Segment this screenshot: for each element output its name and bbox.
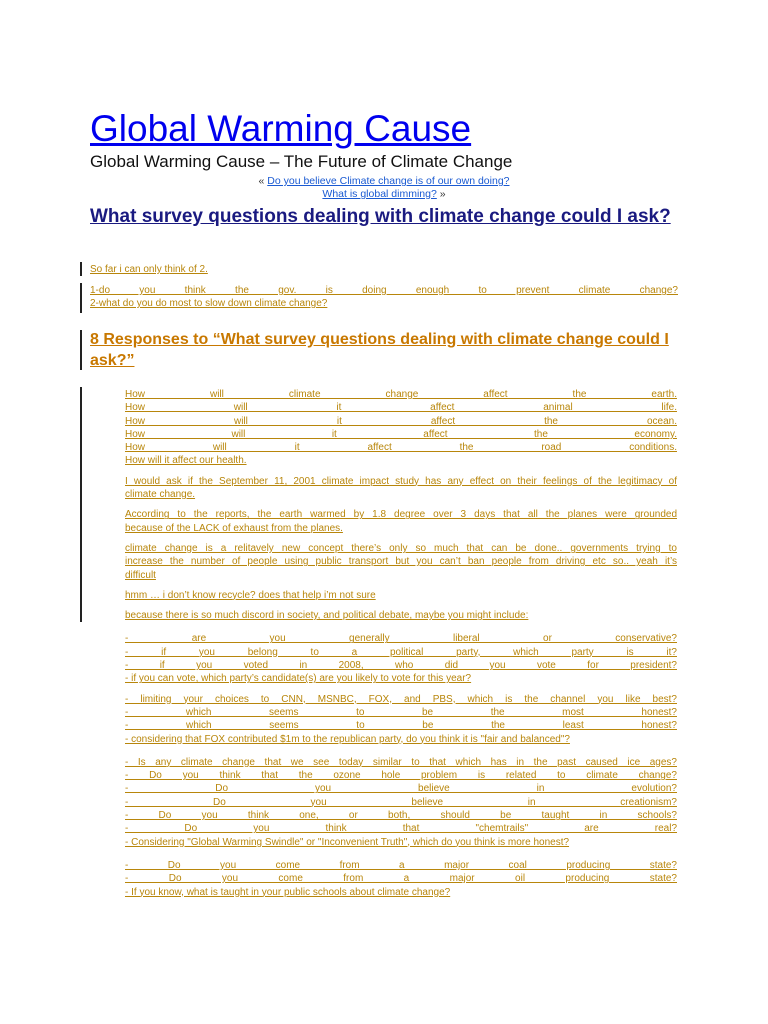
comment <box>125 589 677 602</box>
comment <box>125 475 677 502</box>
comment-line: hmm … i don’t know recycle? does that help i’m not sure <box>125 589 376 601</box>
post-body <box>90 263 678 310</box>
next-post-link[interactable]: What is global dimming? <box>322 188 437 200</box>
quote-bar <box>80 330 82 370</box>
comment-line: How will climate change affect the earth. <box>125 389 677 400</box>
comment-line: - Is any climate change that we see today similar to that which has in the past caused ice ages? <box>125 756 677 768</box>
comment <box>125 388 677 468</box>
site-title[interactable]: Global Warming Cause <box>90 108 472 149</box>
responses-heading[interactable]: 8 Responses to “What survey questions dealing with climate change could I ask?” <box>90 331 669 369</box>
comment-line: - Do you think that the ozone hole problem is related to climate change? <box>125 770 677 782</box>
comment-line: - Do you come from a major oil producing state? <box>125 873 677 885</box>
post-question: 1-do you think the gov. is doing enough to prevent climate change? <box>90 285 678 296</box>
post-intro: So far i can only think of 2. <box>90 264 208 275</box>
site-tagline: Global Warming Cause – The Future of Climate Change <box>90 152 513 171</box>
comment-line: - if you voted in 2008, who did you vote for president? <box>125 660 677 672</box>
comment-line: How will it affect the ocean. <box>125 415 677 427</box>
comment-line: - Do you come from a major coal producing state? <box>125 859 677 871</box>
comment-line: - which seems to be the least honest? <box>125 720 677 732</box>
comment-line: - Do you believe in evolution? <box>125 783 677 795</box>
comment-line: increase the number of people using public transport but you can’t ban people from driving etc so.. yeah it’s <box>125 556 677 568</box>
post-title[interactable]: What survey questions dealing with climate change could I ask? <box>90 206 671 227</box>
comment-list <box>125 388 677 899</box>
comment-line: - are you generally liberal or conservative? <box>125 633 677 645</box>
comment-line: - If you know, what is taught in your public schools about climate change? <box>125 886 451 898</box>
comment-line: According to the reports, the earth warmed by 1.8 degree over 3 days that all the planes were grounded <box>125 509 677 521</box>
comment <box>125 756 677 849</box>
comment <box>125 693 677 746</box>
comment-line: - Do you believe in creationism? <box>125 796 677 808</box>
comment-line: difficult <box>125 569 156 581</box>
comment <box>125 508 677 535</box>
comment-line: - Considering "Global Warming Swindle" or "Inconvenient Truth", which do you think is more honest? <box>125 836 570 848</box>
comment-line: climate change is a relitavely new concept there’s only so much that can be done.. governments trying to <box>125 542 677 554</box>
comment-line: How will it affect the road conditions. <box>125 442 677 454</box>
comment <box>125 542 677 582</box>
next-marker: » <box>436 188 446 200</box>
comment-line: - limiting your choices to CNN, MSNBC, FOX, and PBS, which is the channel you like best? <box>125 693 677 705</box>
comment-line: - which seems to be the most honest? <box>125 706 677 718</box>
comment-line: because of the LACK of exhaust from the planes. <box>125 522 343 534</box>
comment-line: - Do you think one, or both, should be taught in schools? <box>125 810 677 822</box>
comment <box>125 609 677 622</box>
comment <box>125 859 677 899</box>
post-navigation <box>90 175 678 201</box>
comment-line: How will it affect animal life. <box>125 402 677 414</box>
comment-line: How will it affect our health. <box>125 455 247 467</box>
comment-line: climate change. <box>125 489 196 501</box>
comment-line: - if you can vote, which party’s candidate(s) are you likely to vote for this year? <box>125 673 472 685</box>
comments-bar <box>80 387 82 622</box>
prev-post-link[interactable]: Do you believe Climate change is of our own doing? <box>267 175 510 187</box>
comment <box>125 632 677 685</box>
comment-line: - if you belong to a political party, which party is it? <box>125 646 677 658</box>
comment-line: - Do you think that "chemtrails" are real? <box>125 823 677 835</box>
prev-marker: « <box>258 175 268 187</box>
comment-line: - considering that FOX contributed $1m to the republican party, do you think it is "fair and balanced"? <box>125 733 570 745</box>
comment-line: because there is so much discord in society, and political debate, maybe you might include: <box>125 610 529 622</box>
comment-line: I would ask if the September 11, 2001 climate impact study has any effect on their feelings of the legitimacy of <box>125 475 677 487</box>
comment-line: How will it affect the economy. <box>125 428 677 440</box>
quote-bar <box>80 283 82 313</box>
quote-bar <box>80 262 82 276</box>
post-question: 2-what do you do most to slow down climate change? <box>90 298 328 309</box>
